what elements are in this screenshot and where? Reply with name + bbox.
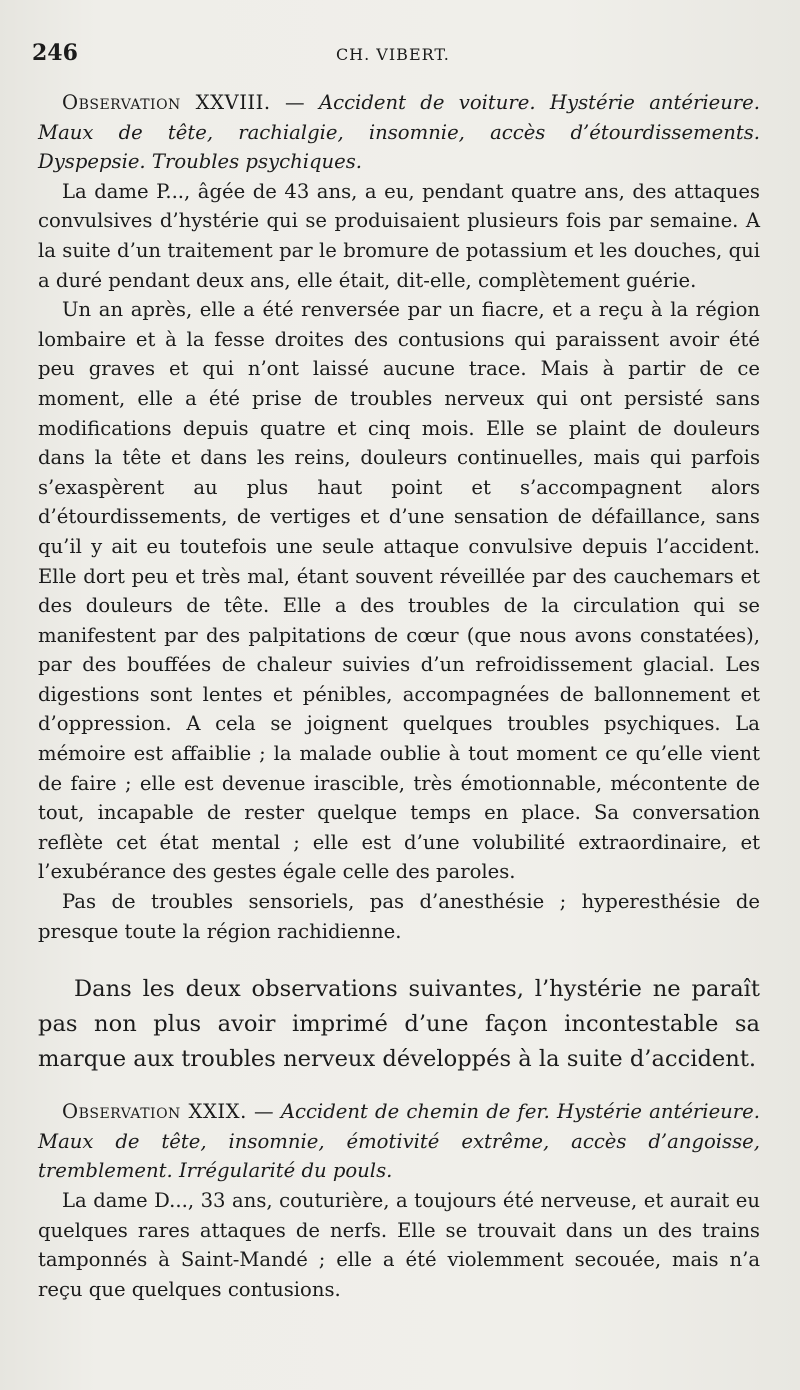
transition-paragraph-block (38, 972, 760, 1077)
observation-heading (38, 1097, 760, 1186)
observation-separator: — (270, 91, 319, 114)
paragraph: Un an après, elle a été renversée par un fiacre, et a reçu à la région lombaire et à la fesse droites des contusions qui paraissent avoir été peu graves et qui n’ont laissé aucune trace. Mais à partir de ce moment, elle a été prise de troubles nerveux qui ont persisté sans modifications depuis quatre et cinq mois. Elle se plaint de douleurs dans la tête et dans les reins, douleurs continuelles, mais qui parfois s’exaspèrent au plus haut point et s’accompagnent alors d’étourdissements, de vertiges et d’une sensation de défaillance, sans qu’il y ait eu toutefois une seule attaque convulsive depuis l’accident. Elle dort peu et très mal, étant souvent réveillée par des cauchemars et des douleurs de tête. Elle a des troubles de la circulation qui se manifestent par des palpitations de cœur (que nous avons constatées), par des bouffées de chaleur suivies d’un refroidissement glacial. Les digestions sont lentes et pénibles, accompagnées de ballonnement et d’oppression. A cela se joignent quelques troubles psychiques. La mémoire est affaiblie ; la malade oublie à tout moment ce qu’elle vient de faire ; elle est devenue irascible, très émotionnable, mécontente de tout, incapable de rester quelque temps en place. Sa conversation reflète cet état mental ; elle est d’une volubilité extraordinaire, et l’exubérance des gestes égale celle des paroles. (38, 298, 760, 884)
paragraph: Pas de troubles sensoriels, pas d’anesthésie ; hyperesthésie de presque toute la région rachidienne. (38, 890, 760, 943)
observation-separator: — (246, 1100, 281, 1124)
transition-paragraph: Dans les deux observations suivantes, l’hystérie ne paraît pas non plus avoir imprimé d’une façon incontestable sa marque aux troubles nerveux développés à la suite d’accident. (38, 976, 760, 1073)
observation-title: Accident de voiture. Hystérie antérieure. Maux de tête, rachialgie, insomnie, accès d’étourdissements. Dyspepsie. Troubles psychiques. (38, 91, 760, 174)
observation-heading (38, 88, 760, 177)
paragraph: La dame P..., âgée de 43 ans, a eu, pendant quatre ans, des attaques convulsives d’hystérie qui se produisaient plusieurs fois par semaine. A la suite d’un traitement par le bromure de potassium et les douches, qui a duré pendant deux ans, elle était, dit-elle, complètement guérie. (38, 179, 760, 292)
observation-28 (38, 88, 760, 946)
observation-29 (38, 1097, 760, 1304)
observation-label: Observation XXIX. (62, 1100, 247, 1124)
page-header (32, 40, 760, 80)
paragraph: La dame D..., 33 ans, couturière, a toujours été nerveuse, et aurait eu quelques rares attaques de nerfs. Elle se trouvait dans un des trains tamponnés à Saint-Mandé ; elle a été violemment secouée, mais n’a reçu que quelques contusions. (38, 1189, 760, 1301)
observation-title: Accident de chemin de fer. Hystérie antérieure. Maux de tête, insomnie, émotivité extrême, accès d’angoisse, tremblement. Irrégularité du pouls. (38, 1100, 760, 1183)
running-head: CH. VIBERT. (335, 45, 450, 64)
page-number: 246 (32, 40, 78, 66)
observation-label: Observation XXVIII. (62, 91, 271, 114)
